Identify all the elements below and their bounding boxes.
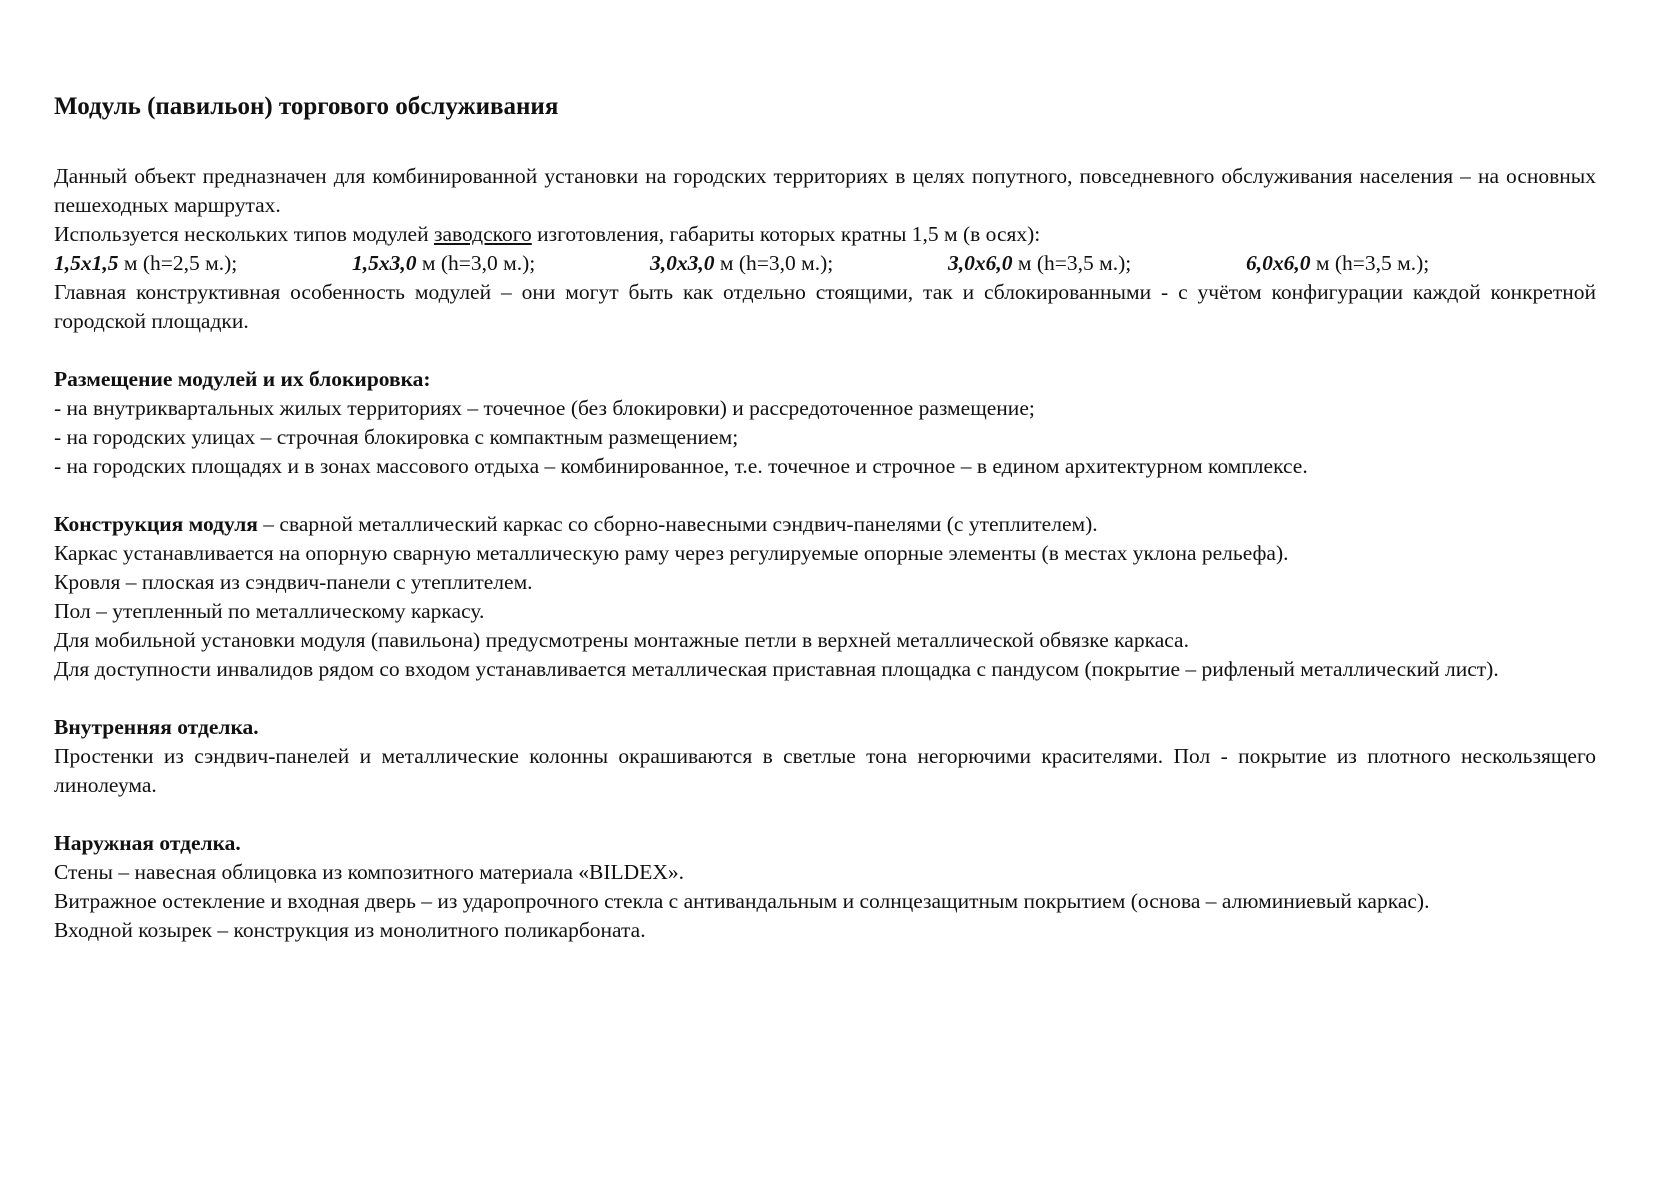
construction-description: – сварной металлический каркас со сборно-навесными сэндвич-панелями (с утеплителем).: [257, 512, 1098, 536]
construction-line: Для мобильной установки модуля (павильона) предусмотрены монтажные петли в верхней металлической обвязке каркаса.: [54, 628, 1189, 652]
construction-paragraph: [54, 510, 1596, 539]
module-height: м (h=3,0 м.);: [416, 251, 536, 275]
module-dimension: [948, 249, 1246, 278]
interior-text: Простенки из сэндвич-панелей и металлические колонны окрашиваются в светлые тона негорючими красителями. Пол - покрытие из плотного нескользящего линолеума.: [54, 744, 1596, 797]
module-size: 1,5х3,0: [352, 251, 417, 275]
interior-heading: Внутренняя отделка.: [54, 715, 259, 739]
construction-line: Кровля – плоская из сэндвич-панели с утеплителем.: [54, 570, 533, 594]
module-dimensions-row: [54, 249, 1596, 278]
exterior-heading: Наружная отделка.: [54, 831, 241, 855]
document-title: Модуль (павильон) торгового обслуживания: [54, 93, 559, 120]
construction-line: Каркас устанавливается на опорную сварную металлическую раму через регулируемые опорные элементы (в местах уклона рельефа).: [54, 541, 1289, 565]
module-dimension: [1246, 249, 1544, 278]
module-types-text-start: Используется нескольких типов модулей: [54, 222, 434, 246]
exterior-line: Витражное остекление и входная дверь – из ударопрочного стекла с антивандальным и солнцезащитным покрытием (основа – алюминиевый каркас).: [54, 889, 1430, 913]
construction-line: Пол – утепленный по металлическому каркасу.: [54, 599, 485, 623]
module-height: м (h=3,0 м.);: [714, 251, 834, 275]
construction-line: Для доступности инвалидов рядом со входом устанавливается металлическая приставная площадка с пандусом (покрытие – рифленый металлический лист).: [54, 657, 1499, 681]
module-dimension: [54, 249, 352, 278]
intro-paragraph: Данный объект предназначен для комбинированной установки на городских территориях в целях попутного, повседневного обслуживания населения – на основных пешеходных маршрутах.: [54, 164, 1596, 217]
design-feature-paragraph: Главная конструктивная особенность модулей – они могут быть как отдельно стоящими, так и сблокированными - с учётом конфигурации каждой конкретной городской площадки.: [54, 280, 1596, 333]
module-size: 3,0х3,0: [650, 251, 715, 275]
module-height: м (h=3,5 м.);: [1310, 251, 1430, 275]
module-height: м (h=3,5 м.);: [1012, 251, 1132, 275]
module-size: 3,0х6,0: [948, 251, 1013, 275]
module-height: м (h=2,5 м.);: [118, 251, 238, 275]
module-types-text-end: изготовления, габариты которых кратны 1,5 м (в осях):: [531, 222, 1041, 246]
document-page: [54, 80, 1596, 945]
exterior-line: Входной козырек – конструкция из монолитного поликарбоната.: [54, 918, 646, 942]
placement-item: - на внутриквартальных жилых территориях – точечное (без блокировки) и рассредоточенное размещение;: [54, 396, 1035, 420]
module-size: 1,5х1,5: [54, 251, 119, 275]
module-dimension: [650, 249, 948, 278]
placement-item: - на городских площадях и в зонах массового отдыха – комбинированное, т.е. точечное и строчное – в едином архитектурном комплексе.: [54, 454, 1308, 478]
exterior-line: Стены – навесная облицовка из композитного материала «BILDEX».: [54, 860, 684, 884]
placement-item: - на городских улицах – строчная блокировка с компактным размещением;: [54, 425, 739, 449]
construction-heading: Конструкция модуля: [54, 512, 258, 536]
factory-underlined-word: заводского: [433, 222, 532, 246]
module-size: 6,0х6,0: [1246, 251, 1311, 275]
module-types-paragraph: [54, 220, 1596, 249]
placement-heading: Размещение модулей и их блокировка:: [54, 367, 431, 391]
module-dimension: [352, 249, 650, 278]
